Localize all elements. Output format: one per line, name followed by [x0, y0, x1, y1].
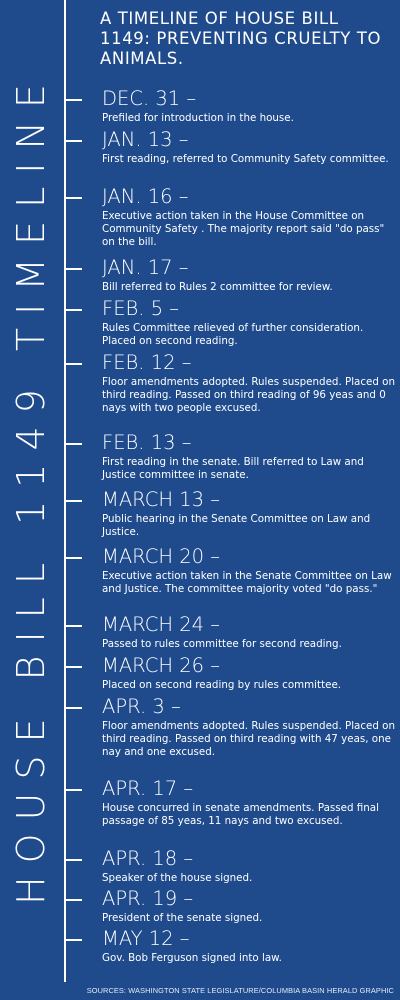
event-date: FEB. 13 –: [102, 431, 192, 454]
event-description: Executive action taken in the Senate Committee on Law and Justice. The committee majority voted "do pass.": [102, 570, 392, 596]
event-description: Speaker of the house signed.: [102, 872, 253, 884]
event-description: Floor amendments adopted. Rules suspended. Placed on third reading. Passed on third reading of 96 yeas and 0 nays with two people excused.: [102, 376, 395, 415]
event-date: DEC. 31 –: [102, 87, 197, 110]
event-date: MARCH 13 –: [102, 488, 220, 511]
event-description: Public hearing in the Senate Committee on Law and Justice.: [102, 513, 371, 539]
timeline-tick: [66, 707, 82, 709]
event-date: APR. 18 –: [102, 847, 194, 870]
side-title-panel: [0, 0, 62, 1000]
event-description: Gov. Bob Ferguson signed into law.: [102, 952, 282, 964]
event-date: MARCH 24 –: [102, 613, 220, 636]
timeline-tick: [66, 899, 82, 901]
page-title: A TIMELINE OF HOUSE BILL 1149: PREVENTING CRUELTY TO ANIMALS.: [100, 9, 382, 68]
timeline-tick: [66, 500, 82, 502]
timeline-tick: [66, 625, 82, 627]
timeline-tick: [66, 140, 82, 142]
timeline-tick: [66, 789, 82, 791]
event-date: JAN. 17 –: [102, 256, 189, 279]
event-date: APR. 17 –: [102, 777, 194, 800]
event-description: Bill referred to Rules 2 committee for review.: [102, 281, 333, 293]
timeline-tick: [66, 268, 82, 270]
timeline-tick: [66, 363, 82, 365]
event-description: First reading in the senate. Bill referred to Law and Justice committee in senate.: [102, 456, 364, 482]
event-description: First reading, referred to Community Safety committee.: [102, 153, 389, 165]
event-description: Prefiled for introduction in the house.: [102, 112, 294, 124]
event-description: Placed on second reading by rules committee.: [102, 679, 342, 691]
event-date: FEB. 12 –: [102, 351, 192, 374]
timeline-tick: [66, 443, 82, 445]
event-date: JAN. 13 –: [102, 128, 189, 151]
timeline-tick: [66, 557, 82, 559]
timeline-tick: [66, 939, 82, 941]
timeline-tick: [66, 309, 82, 311]
event-date: MAY 12 –: [102, 927, 190, 950]
event-date: MARCH 20 –: [102, 545, 220, 568]
event-date: APR. 19 –: [102, 887, 194, 910]
timeline-tick: [66, 859, 82, 861]
event-description: Floor amendments adopted. Rules suspended. Placed on third reading. Passed on third reading with 47 yeas, one nay and one excused.: [102, 720, 395, 759]
event-description: Rules Committee relieved of further consideration. Placed on second reading.: [102, 322, 364, 348]
timeline-tick: [66, 197, 82, 199]
event-description: President of the senate signed.: [102, 912, 263, 924]
timeline-divider: [64, 0, 66, 982]
event-date: FEB. 5 –: [102, 297, 180, 320]
timeline-tick: [66, 666, 82, 668]
timeline-tick: [66, 99, 82, 101]
event-date: APR. 3 –: [102, 695, 181, 718]
event-date: JAN. 16 –: [102, 185, 189, 208]
event-description: House concurred in senate amendments. Passed final passage of 85 yeas, 11 nays and two excused.: [102, 802, 379, 828]
event-description: Executive action taken in the House Committee on Community Safety . The majority report said "do pass" on the bill.: [102, 210, 385, 249]
event-description: Passed to rules committee for second reading.: [102, 638, 342, 650]
event-date: MARCH 26 –: [102, 654, 220, 677]
source-credit: SOURCES: WASHINGTON STATE LEGISLATURE/COLUMBIA BASIN HERALD GRAPHIC: [86, 986, 394, 995]
side-title: HOUSE BILL 1149 TIMELINE: [9, 71, 53, 905]
